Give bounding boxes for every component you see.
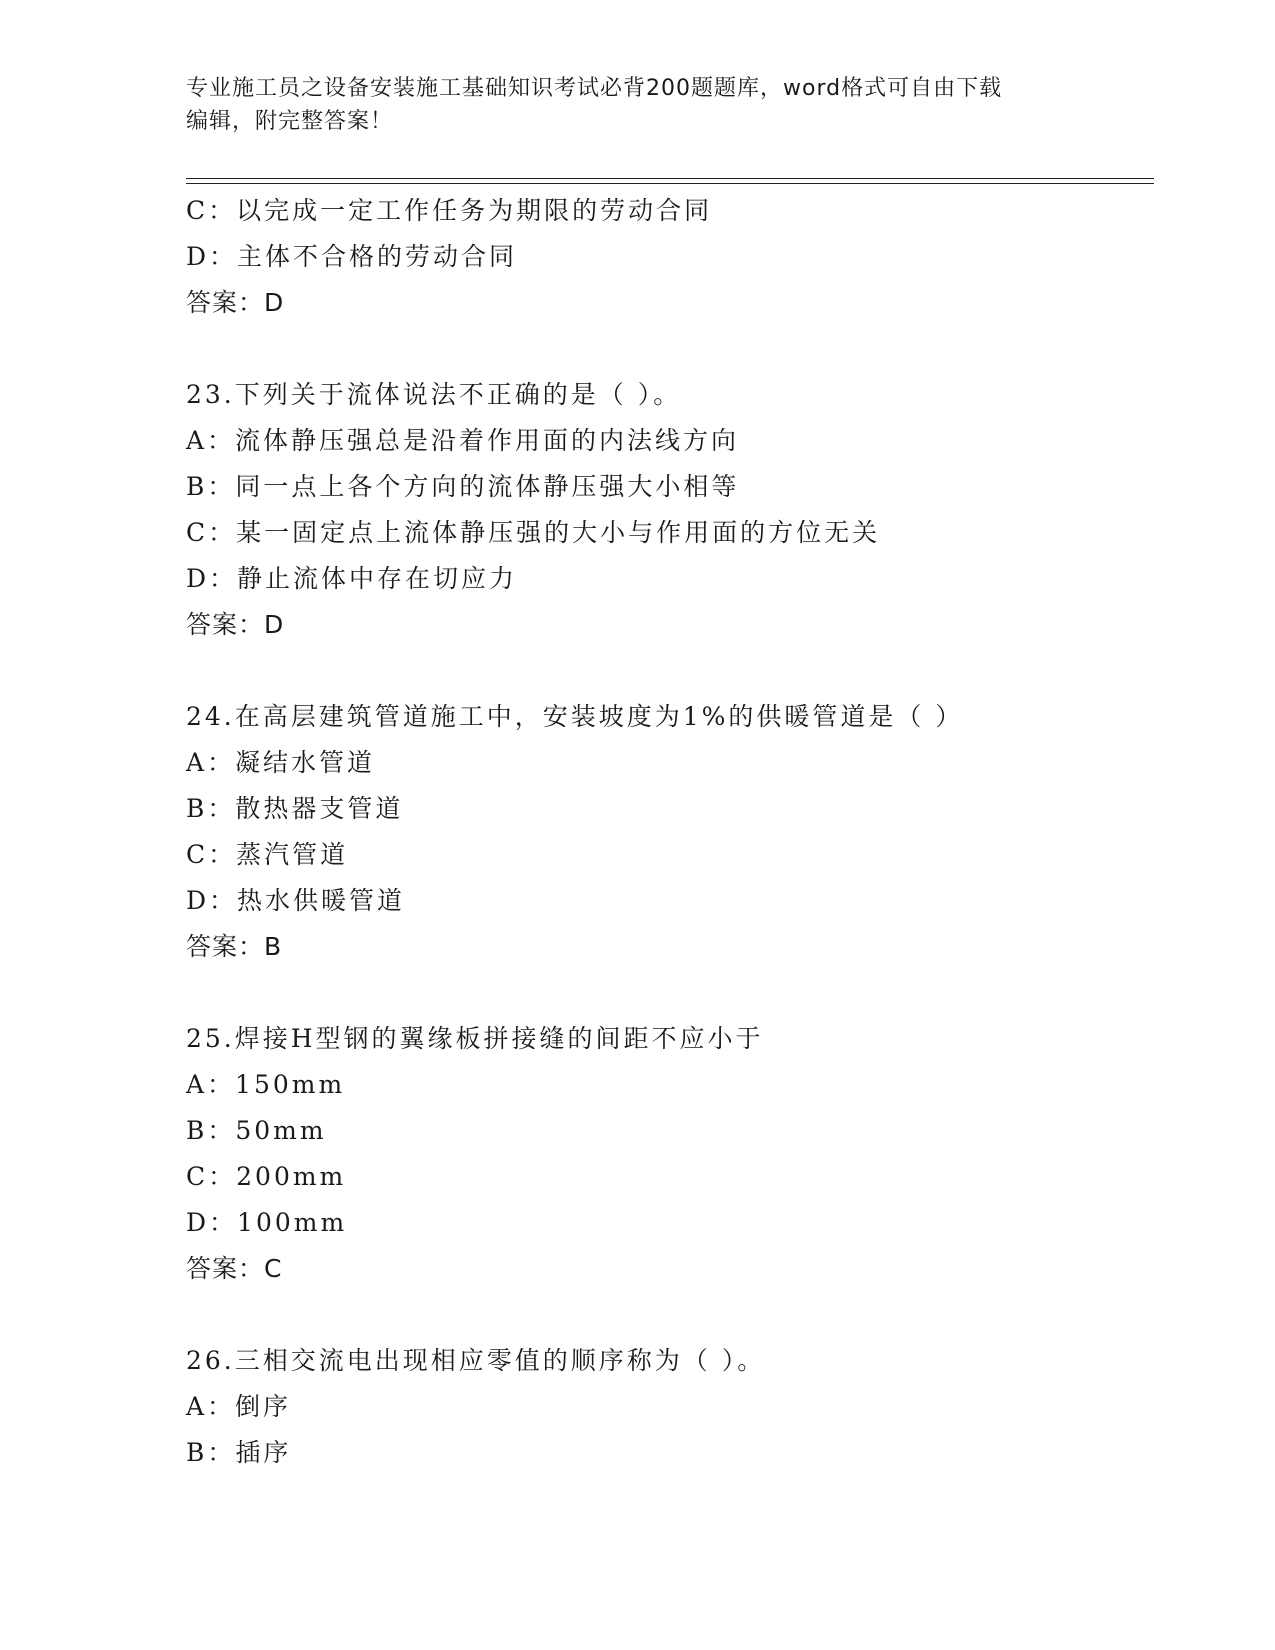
question-26-block <box>186 1338 1146 1476</box>
question-22-answer: 答案：D <box>186 288 285 317</box>
spacer <box>186 970 1146 1016</box>
question-25-option-c: C：200mm <box>186 1162 347 1191</box>
question-23-option-a: A：流体静压强总是沿着作用面的内法线方向 <box>186 426 740 455</box>
header-title-line-2: 编辑，附完整答案！ <box>186 109 394 134</box>
question-23-option-c: C：某一固定点上流体静压强的大小与作用面的方位无关 <box>186 518 881 547</box>
question-22-option-d: D：主体不合格的劳动合同 <box>186 242 518 271</box>
question-list <box>186 188 1146 1476</box>
question-22-block <box>186 188 1146 326</box>
question-23-option-d: D：静止流体中存在切应力 <box>186 564 518 593</box>
spacer <box>186 1292 1146 1338</box>
question-24-answer: 答案：B <box>186 932 283 961</box>
header-divider-top <box>186 178 1154 179</box>
question-23-block <box>186 372 1146 648</box>
question-25-block <box>186 1016 1146 1292</box>
question-25-option-b: B：50mm <box>186 1116 327 1145</box>
question-23-text: 23.下列关于流体说法不正确的是（ ）。 <box>186 380 682 409</box>
question-25-option-d: D：100mm <box>186 1208 348 1237</box>
question-26-text: 26.三相交流电出现相应零值的顺序称为（ ）。 <box>186 1346 766 1375</box>
question-23-option-b: B：同一点上各个方向的流体静压强大小相等 <box>186 472 740 501</box>
header-title-line-1: 专业施工员之设备安装施工基础知识考试必背200题题库，word格式可自由下载 <box>186 76 1003 101</box>
header-divider-bottom <box>186 183 1154 184</box>
question-25-answer: 答案：C <box>186 1254 283 1283</box>
question-24-option-a: A：凝结水管道 <box>186 748 376 777</box>
question-24-option-d: D：热水供暖管道 <box>186 886 406 915</box>
question-25-option-a: A：150mm <box>186 1070 346 1099</box>
question-24-option-c: C：蒸汽管道 <box>186 840 349 869</box>
question-25-text: 25.焊接H型钢的翼缘板拼接缝的间距不应小于 <box>186 1024 764 1053</box>
question-24-block <box>186 694 1146 970</box>
question-22-option-c: C：以完成一定工作任务为期限的劳动合同 <box>186 196 713 225</box>
question-23-answer: 答案：D <box>186 610 285 639</box>
document-header <box>186 72 1086 138</box>
spacer <box>186 648 1146 694</box>
question-26-option-b: B：插序 <box>186 1438 292 1467</box>
question-24-text: 24.在高层建筑管道施工中，安装坡度为1%的供暖管道是（ ） <box>186 702 964 731</box>
spacer <box>186 326 1146 372</box>
question-26-option-a: A：倒序 <box>186 1392 292 1421</box>
question-24-option-b: B：散热器支管道 <box>186 794 404 823</box>
